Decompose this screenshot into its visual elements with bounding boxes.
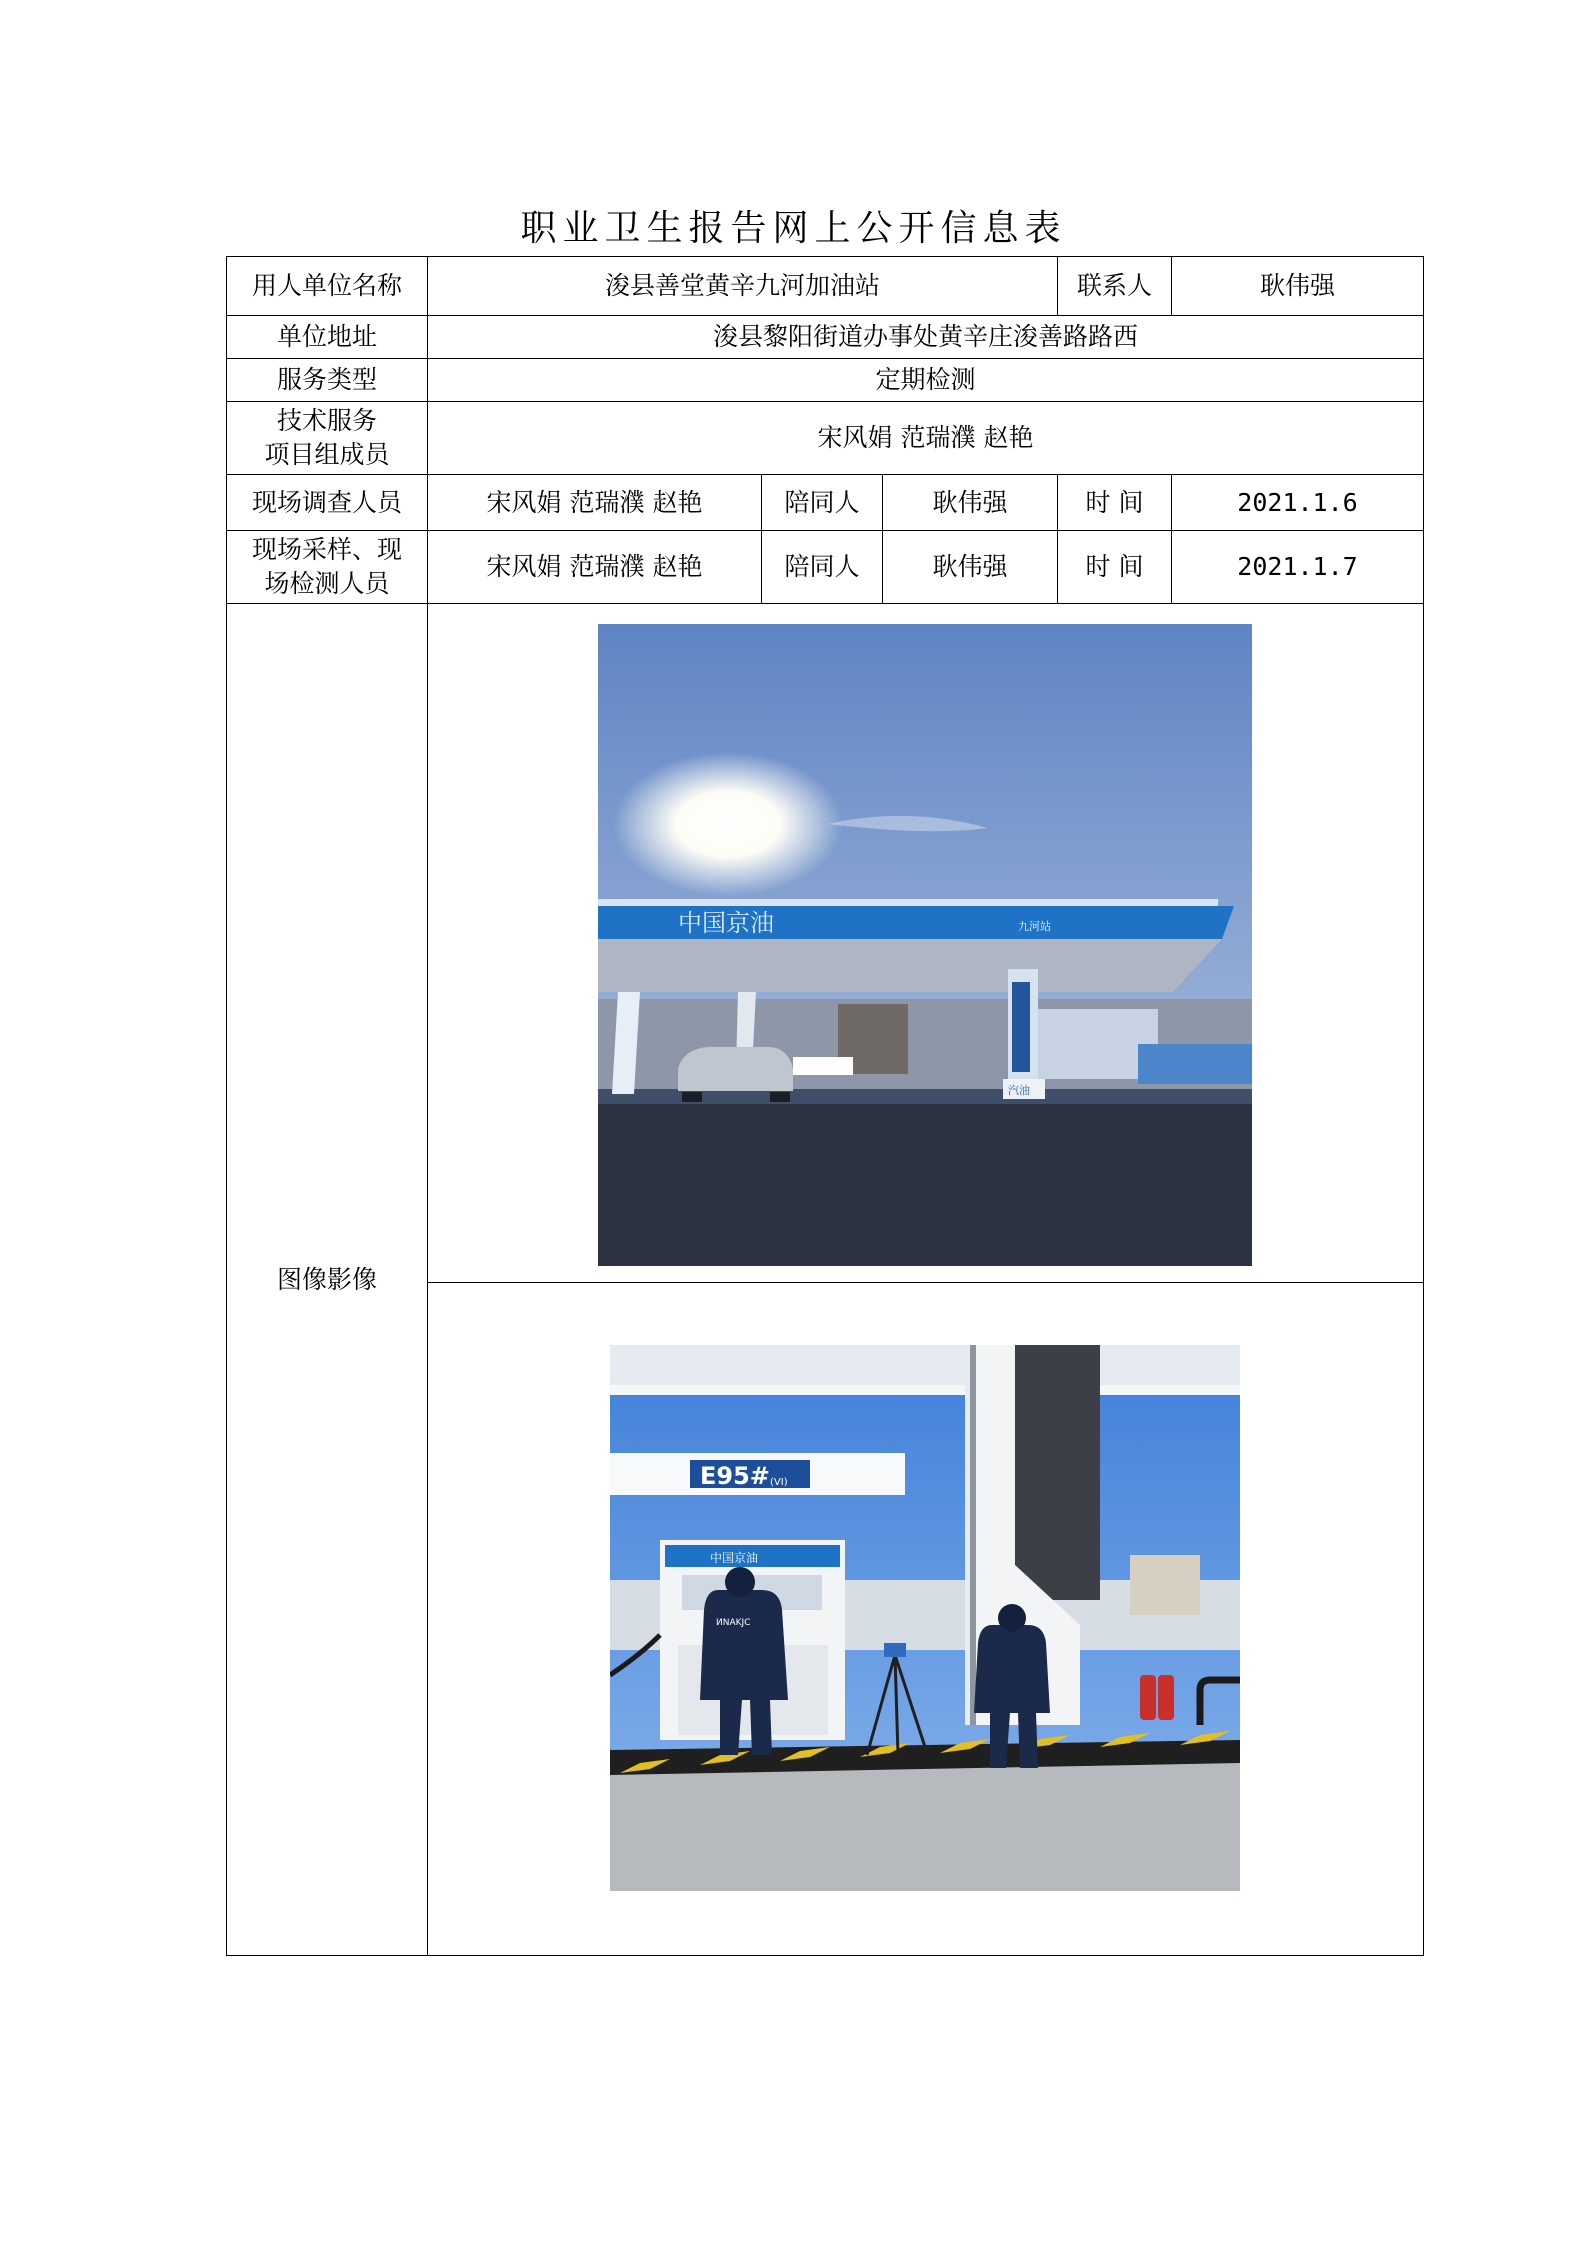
- team-label-line1: 技术服务: [276, 406, 377, 435]
- sampling-label-line2: 场检测人员: [264, 569, 390, 598]
- jacket-text: ИNAKJC: [716, 1618, 751, 1628]
- sampling-time-label: 时 间: [1058, 531, 1172, 604]
- sampling-label: [227, 531, 428, 604]
- pump-grade-sub-text: (VI): [770, 1477, 788, 1488]
- row-address: [227, 316, 1424, 359]
- employer-value: 浚县善堂黄辛九河加油站: [428, 257, 1058, 316]
- field-sampling-photo: [610, 1345, 1240, 1891]
- team-label: [227, 402, 428, 475]
- sampling-staff: 宋风娟 范瑞濮 赵艳: [428, 531, 762, 604]
- row-images: [227, 604, 1424, 1956]
- contact-value: 耿伟强: [1172, 257, 1424, 316]
- survey-staff: 宋风娟 范瑞濮 赵艳: [428, 475, 762, 531]
- row-sampling: [227, 531, 1424, 604]
- service-type-value: 定期检测: [428, 359, 1424, 402]
- row-employer: [227, 257, 1424, 316]
- sampling-escort-label: 陪同人: [762, 531, 883, 604]
- row-survey: [227, 475, 1424, 531]
- address-label: 单位地址: [227, 316, 428, 359]
- images-cell: [428, 604, 1424, 1956]
- survey-time: 2021.1.6: [1172, 475, 1424, 531]
- info-table: [226, 256, 1424, 1956]
- survey-escort-label: 陪同人: [762, 475, 883, 531]
- contact-label: 联系人: [1058, 257, 1172, 316]
- survey-label: 现场调查人员: [227, 475, 428, 531]
- team-label-line2: 项目组成员: [264, 440, 390, 469]
- sampling-label-line1: 现场采样、现: [251, 535, 402, 564]
- sampling-time: 2021.1.7: [1172, 531, 1424, 604]
- team-value: 宋风娟 范瑞濮 赵艳: [428, 402, 1424, 475]
- row-service-type: [227, 359, 1424, 402]
- images-label: 图像影像: [227, 604, 428, 1956]
- canopy-sign-text: 中国京油: [678, 909, 774, 937]
- address-value: 浚县黎阳街道办事处黄辛庄浚善路路西: [428, 316, 1424, 359]
- survey-escort: 耿伟强: [883, 475, 1058, 531]
- survey-time-label: 时 间: [1058, 475, 1172, 531]
- row-team: [227, 402, 1424, 475]
- page-title: 职业卫生报告网上公开信息表: [520, 208, 1067, 249]
- photo-block-1: [428, 604, 1423, 1283]
- pump-sign-text: 汽油: [1008, 1084, 1030, 1097]
- sampling-escort: 耿伟强: [883, 531, 1058, 604]
- service-type-label: 服务类型: [227, 359, 428, 402]
- pump-brand-text: 中国京油: [710, 1551, 759, 1565]
- station-sign-text: 九河站: [1018, 920, 1051, 933]
- pump-grade-text: E95#: [700, 1462, 770, 1490]
- photo-block-2: [428, 1283, 1423, 1955]
- employer-label: 用人单位名称: [227, 257, 428, 316]
- gas-station-canopy-photo: [598, 624, 1252, 1266]
